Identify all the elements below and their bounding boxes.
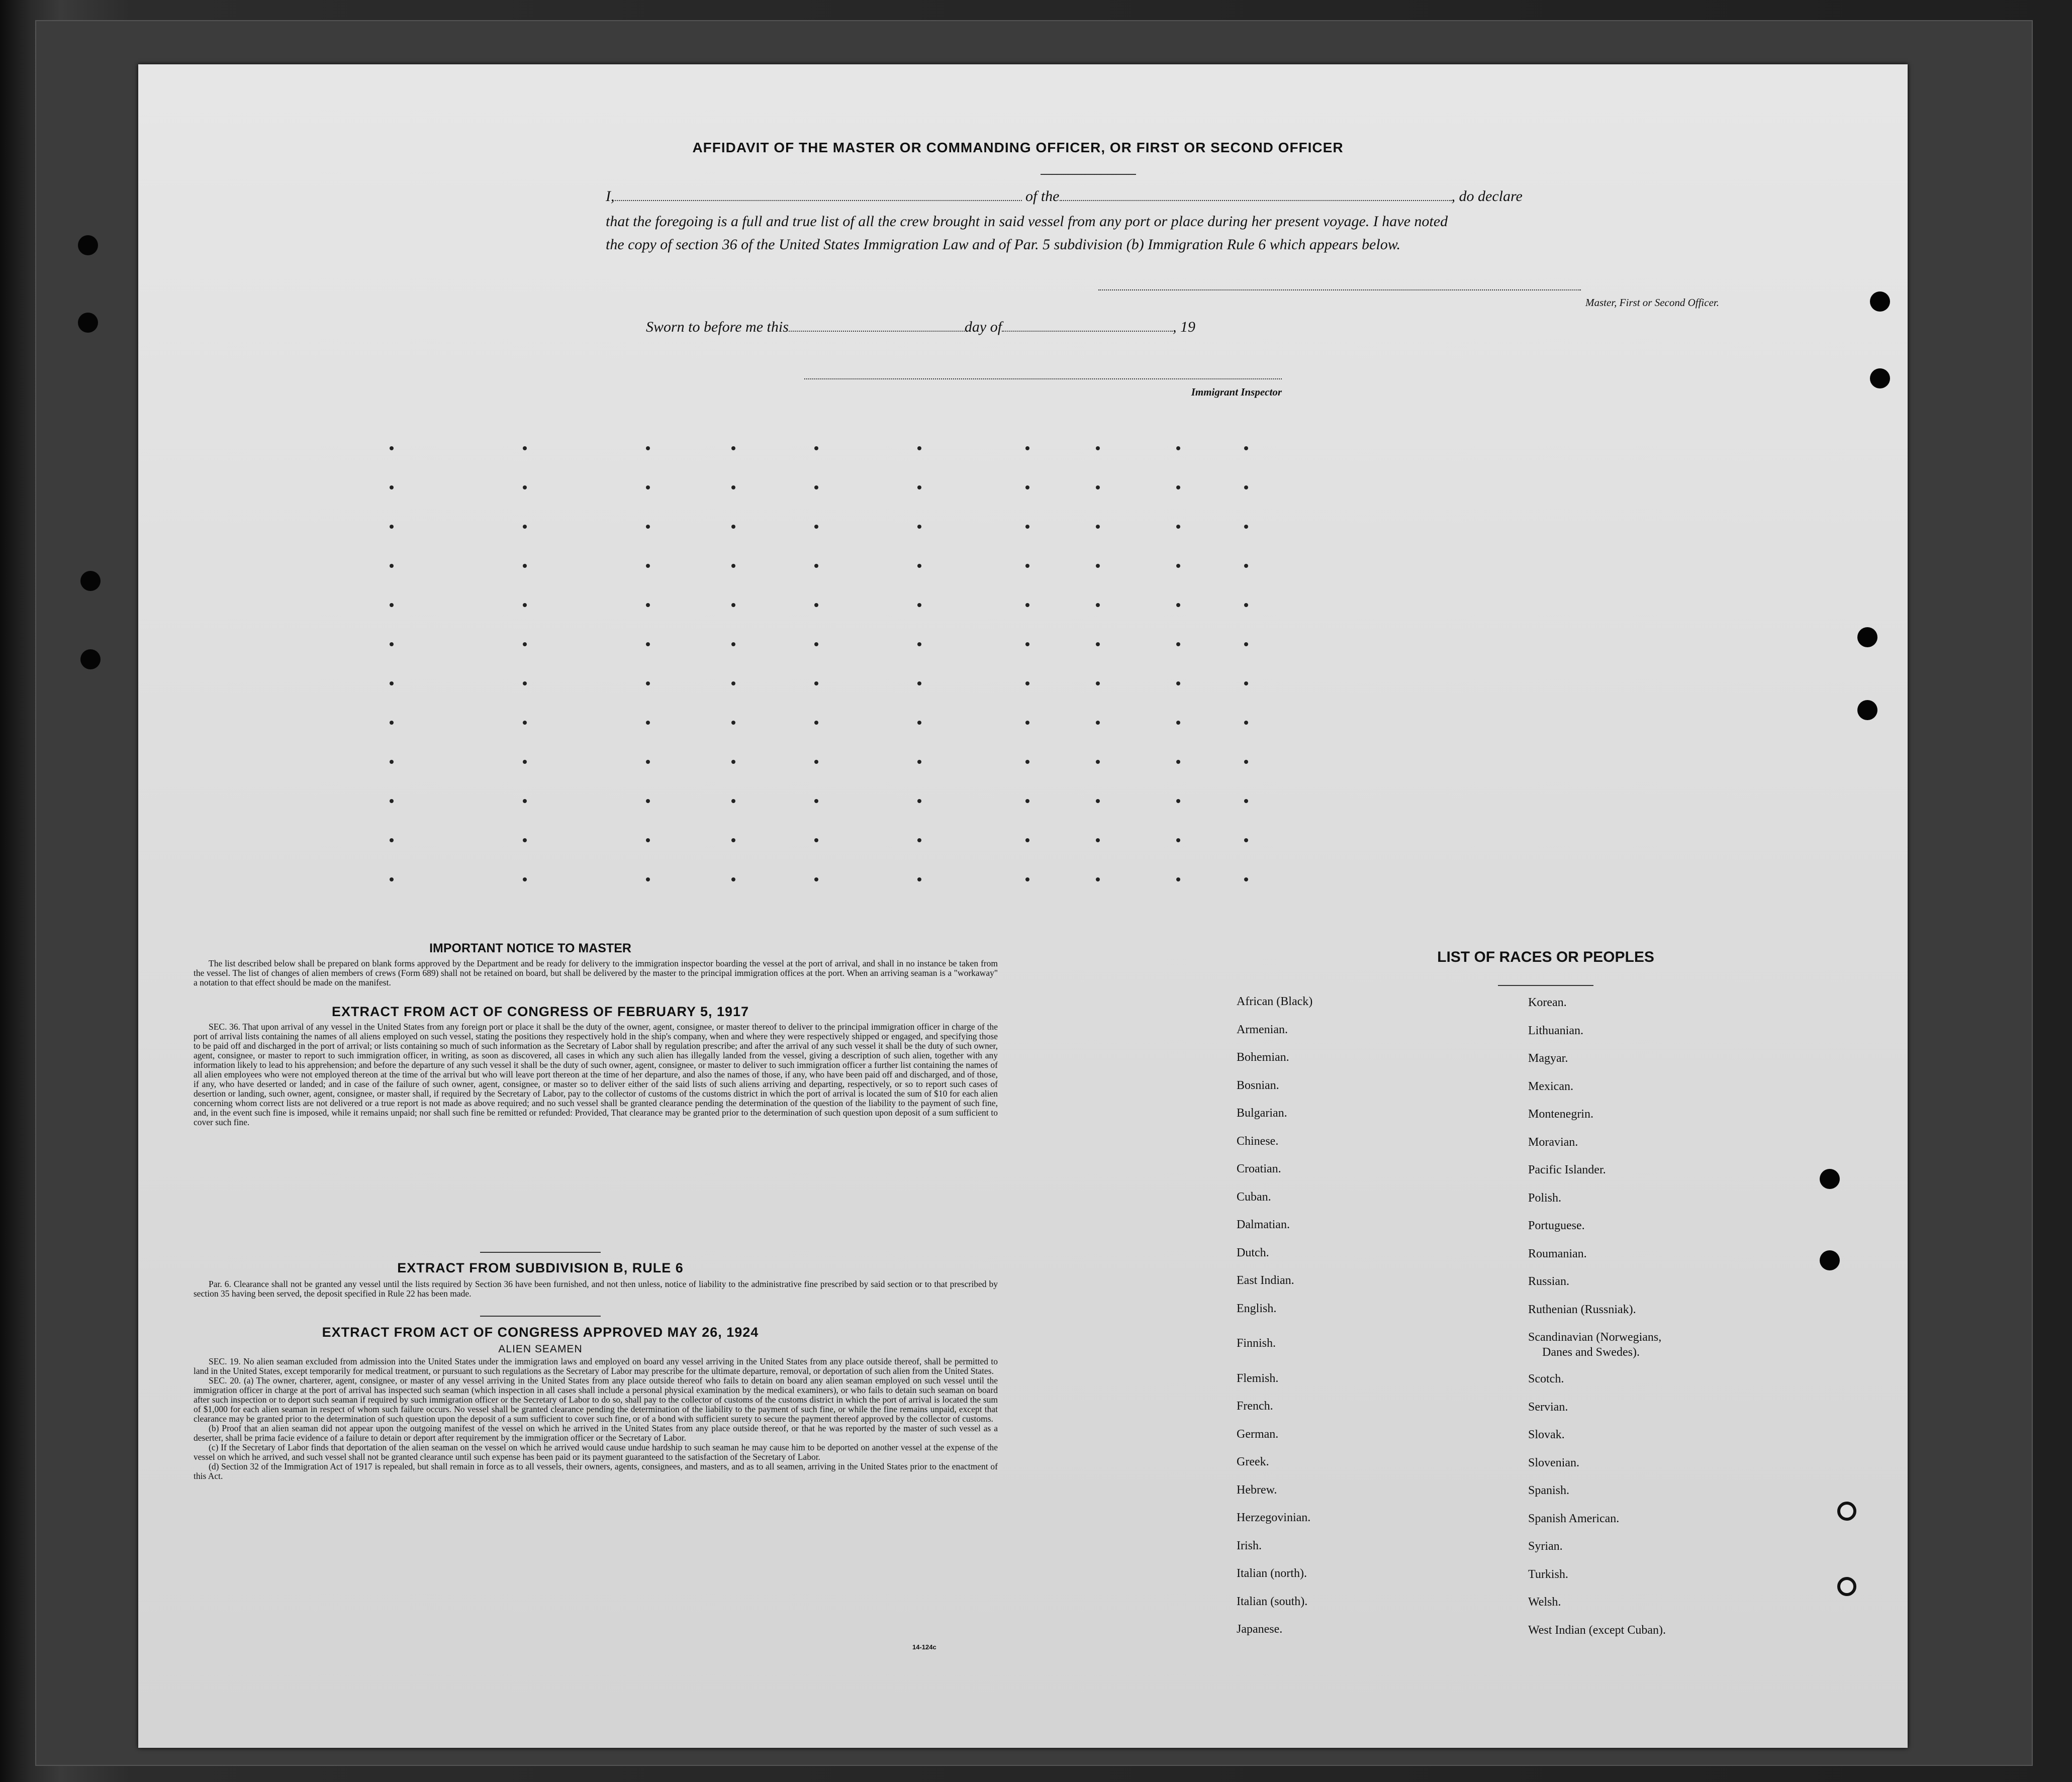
guide-dot [390,760,394,764]
vessel-blank[interactable] [1060,187,1452,201]
guide-dot [814,838,818,842]
guide-dot [731,564,735,568]
guide-dot [1244,721,1248,725]
race-item: Armenian. [1237,1023,1288,1036]
race-item: Mexican. [1528,1079,1573,1093]
guide-dot [1244,681,1248,685]
guide-dot [731,760,735,764]
race-item: German. [1237,1427,1279,1441]
notice-text: The list described below shall be prepared on blank forms approved by the Department and be ready for delivery to the immigration inspector boarding the vessel at the port of arrival, and shall in no instance be taken from the vessel. The list of changes of alien members of crews (Form 689) shall not be retained on board, but shall be delivered by the master to the principal immigration offices at the port. When an arriving seaman is a "workaway" a notation to that effect should be made on the manifest. [194,958,998,987]
race-item: Ruthenian (Russniak). [1528,1303,1636,1316]
guide-dot [917,760,921,764]
race-item: Dutch. [1237,1246,1269,1259]
guide-dot [390,642,394,646]
race-item: Cuban. [1237,1190,1271,1204]
guide-dot [1025,525,1029,529]
guide-dot [1176,564,1180,568]
guide-dot [1025,642,1029,646]
binder-hole [80,649,101,669]
guide-dot [1244,877,1248,881]
guide-dot [1025,681,1029,685]
race-item: Irish. [1237,1539,1262,1552]
extract-1924-title: EXTRACT FROM ACT OF CONGRESS APPROVED MAY 26, 1924 [322,1325,759,1340]
guide-dot [731,642,735,646]
guide-dot [917,446,921,450]
guide-dot [814,642,818,646]
name-blank[interactable] [615,187,1022,201]
race-item: Portuguese. [1528,1219,1585,1232]
race-item: Spanish American. [1528,1512,1620,1525]
guide-dot [1096,603,1100,607]
sec20c-paragraph: (c) If the Secretary of Labor finds that deportation of the alien seaman on the vessel on which he arrived would cause undue hardship to such seaman he may cause him to be deported on another vessel at the expense of the vessel on which he arrived, and such vessel shall not be granted clearance until such expense has been paid or its payment guaranteed to the satisfaction of the Secretary of Labor. [194,1442,998,1462]
declaration-line-2: that the foregoing is a full and true list of all the crew brought in said vessel from any port or place during her present voyage. I have noted [606,213,1448,230]
binder-hole [1870,291,1890,312]
notice-title: IMPORTANT NOTICE TO MASTER [429,941,631,955]
race-item: African (Black) [1237,995,1313,1008]
guide-dot [917,681,921,685]
binder-hole [78,313,98,333]
section-divider [480,1316,601,1317]
guide-dot [390,564,394,568]
guide-dot [1096,760,1100,764]
guide-dot [1176,603,1180,607]
race-item: English. [1237,1302,1277,1315]
declaration-line-1 [606,185,1727,208]
guide-dot [731,838,735,842]
race-item: West Indian (except Cuban). [1528,1623,1666,1637]
extract-1924-subtitle: ALIEN SEAMEN [498,1343,583,1355]
guide-dot [646,642,650,646]
guide-dot [814,877,818,881]
guide-dot [1176,446,1180,450]
guide-dot [731,877,735,881]
guide-dot [390,446,394,450]
binder-hole [78,235,98,255]
guide-dot [1025,877,1029,881]
guide-dot [1096,799,1100,803]
guide-dot [390,603,394,607]
guide-dot [523,838,527,842]
guide-dot [814,603,818,607]
races-left-column [1237,988,1538,1644]
master-signature-line[interactable] [1098,289,1581,290]
extract-1917-text: SEC. 36. That upon arrival of any vessel in the United States from any foreign port or place it shall be the duty of the owner, agent, consignee, or master thereof to deliver to the principal immigration officer in charge of the port of arrival lists containing the names of all aliens employed on such vessel, stating the positions they respectively hold in the ship's company, when and where they were respectively shipped or engaged, and specifying those to be paid off and discharged in the port of arrival; or lists containing so much of such information as the Secretary of Labor shall by regulation prescribe; and after the arrival of any such vessel it shall be the duty of such owner, agent, consignee, or master to report to such immigration officer, in writing, as soon as discovered, all cases in which any such alien has illegally landed from the vessel, giving a description of such alien, together with any information likely to lead to his apprehension; and before the departure of any such vessel it shall be the duty of such owner, agent, consignee, or master to deliver to such immigration officer a further list containing the names of all alien employees who were not employed thereon at the time of the arrival but who will leave port thereon at the time of her departure, and also the names of those, if any, who have been paid off and discharged, and of those, if any, who have deserted or landed; and in case of the failure of such owner, agent, consignee, or master so to deliver either of the said lists of such aliens arriving and departing, respectively, or so to report such cases of desertion or landing, such owner, agent, consignee, or master shall, if required by the Secretary of Labor, pay to the collector of customs of the customs district in which the port of arrival is located the sum of $10 for each alien concerning whom correct lists are not delivered or a true report is not made as above required; and no such vessel shall be granted clearance pending the determination of the question of the liability to the payment of such fine, and, in the event such fine is imposed, while it remains unpaid; nor shall such fine be remitted or refunded: Provided, That clearance may be granted prior to the determination of such question upon deposit of a sum sufficient to cover such fine. [194,1022,998,1127]
sec20a-paragraph: SEC. 20. (a) The owner, charterer, agent, consignee, or master of any vessel arriving in the United States from any place outside thereof who fails to detain on board any alien seaman employed on such vessel until the immigration officer in charge at the port of arrival has inspected such seaman (which inspection in all cases shall include a personal physical examination by the medical examiners), or who fails to detain such seaman on board after such inspection or to deport such seaman if required by such immigration officer or the Secretary of Labor to do so, shall pay to the collector of customs of the customs district in which the port of arrival is located the sum of $1,000 for each alien seaman in respect of whom such failure occurs. No vessel shall be granted clearance pending the determination of the liability to the payment of such fine, or while the fine remains unpaid, except that clearance may be granted prior to the determination of such question upon the deposit of a sum sufficient to cover such fine, or of a bond with sufficient surety to secure the payment thereof approved by the collector of customs. [194,1375,998,1424]
race-item: Turkish. [1528,1567,1568,1581]
guide-dot [1025,603,1029,607]
guide-dot [1176,799,1180,803]
sworn-label: Sworn to before me this [646,319,789,335]
race-item: Spanish. [1528,1484,1570,1497]
guide-dot [1025,446,1029,450]
guide-dot [1025,564,1029,568]
guide-dot [917,799,921,803]
guide-dot [646,525,650,529]
guide-dot [917,525,921,529]
guide-dot [1025,485,1029,489]
guide-dot [917,642,921,646]
guide-dot [390,877,394,881]
guide-dot [646,799,650,803]
guide-dot [523,485,527,489]
sworn-line [646,316,1400,339]
race-item: Syrian. [1528,1540,1563,1553]
guide-dot [917,485,921,489]
race-item: Dalmatian. [1237,1218,1290,1231]
guide-dot [814,525,818,529]
guide-dot [523,760,527,764]
guide-dot [1096,721,1100,725]
race-item: Greek. [1237,1455,1269,1468]
guide-dot [1096,681,1100,685]
guide-dot [523,564,527,568]
guide-dot [523,446,527,450]
race-item: Scandinavian (Norwegians, [1528,1331,1662,1344]
guide-dot [646,603,650,607]
race-item: Finnish. [1237,1337,1276,1350]
guide-dot [523,603,527,607]
guide-dot [731,603,735,607]
race-item: Slovak. [1528,1428,1565,1441]
sworn-month-blank[interactable] [1002,318,1173,332]
guide-dot [1176,838,1180,842]
race-item: Pacific Islander. [1528,1163,1606,1176]
guide-dot [646,721,650,725]
guide-dot [1176,721,1180,725]
guide-dot [814,564,818,568]
title-underline [1041,174,1136,175]
guide-dot [814,485,818,489]
guide-dot [646,485,650,489]
guide-dot [646,760,650,764]
guide-dot [814,721,818,725]
year-label: , 19 [1173,319,1196,335]
inspector-signature-label: Immigrant Inspector [1191,386,1282,398]
binder-hole [80,571,101,591]
race-item: Roumanian. [1528,1247,1587,1260]
guide-dot [917,564,921,568]
race-item: Lithuanian. [1528,1024,1583,1037]
sec20b-paragraph: (b) Proof that an alien seaman did not appear upon the outgoing manifest of the vessel on which he arrived in the United States from any place outside thereof, or that he was reported by the master of such vessel as a deserter, shall be prima facie evidence of a failure to detain or deport after requirement by the immigration officer or the Secretary of Labor. [194,1423,998,1443]
decl-i-label: I, [606,188,615,205]
guide-dot [1244,799,1248,803]
sec19-paragraph: SEC. 19. No alien seaman excluded from admission into the United States under the immigration laws and employed on board any vessel arriving in the United States from any place outside thereof, shall be permitted to land in the United States, except temporarily for medical treatment, or pursuant to such regulations as the Secretary of Labor may prescribe for the ultimate departure, removal, or deportation of such alien from the United States. [194,1356,998,1376]
guide-dot [1176,760,1180,764]
race-item: Bosnian. [1237,1078,1279,1092]
race-item: Polish. [1528,1191,1562,1205]
guide-dot [1096,446,1100,450]
races-title: LIST OF RACES OR PEOPLES [1437,949,1654,965]
guide-dot [1025,838,1029,842]
guide-dot [390,485,394,489]
affidavit-title: AFFIDAVIT OF THE MASTER OR COMMANDING OFFICER, OR FIRST OR SECOND OFFICER [692,140,1344,155]
guide-dot [1176,681,1180,685]
race-item: Chinese. [1237,1134,1279,1148]
guide-dot [1244,446,1248,450]
binder-hole [1857,700,1877,720]
decl-of-label: of the [1025,188,1060,205]
guide-dot [731,485,735,489]
decl-declare-label: , do declare [1451,188,1523,205]
race-item: Korean. [1528,996,1567,1009]
guide-dot [646,446,650,450]
guide-dot [814,446,818,450]
guide-dot [1244,525,1248,529]
manifest-page [138,64,1908,1748]
binder-hole [1870,368,1890,388]
guide-dot [731,446,735,450]
race-item: Bohemian. [1237,1051,1289,1064]
guide-dot [917,877,921,881]
race-item: Croatian. [1237,1162,1281,1175]
race-item: East Indian. [1237,1274,1294,1287]
race-item: Herzegovinian. [1237,1511,1311,1524]
guide-dot [1244,485,1248,489]
race-item: Japanese. [1237,1623,1283,1636]
race-item: Italian (north). [1237,1567,1307,1580]
binder-hole [1857,627,1877,647]
guide-dot [1176,485,1180,489]
race-item: Welsh. [1528,1596,1561,1609]
sec20d-paragraph: (d) Section 32 of the Immigration Act of 1917 is repealed, but shall remain in force as to all vessels, their owners, agents, consignees, and masters, and as to all seamen, arriving in the United States prior to the enactment of this Act. [194,1461,998,1481]
race-item: Moravian. [1528,1135,1578,1149]
guide-dot [390,525,394,529]
guide-dot [646,838,650,842]
guide-dot [390,838,394,842]
guide-dot [1176,525,1180,529]
race-item: Scotch. [1528,1372,1564,1385]
race-item: Italian (south). [1237,1595,1308,1608]
guide-dot [1244,838,1248,842]
day-of-label: day of [964,319,1002,335]
guide-dot [1096,564,1100,568]
race-item: Danes and Swedes). [1542,1345,1640,1359]
guide-dot [917,603,921,607]
guide-dot [917,838,921,842]
guide-dot [731,721,735,725]
guide-dot [917,721,921,725]
section-divider [480,1252,601,1253]
guide-dot [1096,642,1100,646]
guide-dot [1096,877,1100,881]
guide-dot [1025,760,1029,764]
guide-dot [1025,799,1029,803]
race-item: Bulgarian. [1237,1107,1287,1120]
guide-dot [523,642,527,646]
guide-dot [814,760,818,764]
guide-dot [390,799,394,803]
race-item: Russian. [1528,1275,1570,1288]
race-item: Slovenian. [1528,1456,1579,1469]
master-signature-label: Master, First or Second Officer. [1585,296,1719,309]
extract-1924-body [194,1357,998,1481]
guide-dot [646,564,650,568]
inspector-signature-line[interactable] [804,378,1282,379]
extract-1917-title: EXTRACT FROM ACT OF CONGRESS OF FEBRUARY 5, 1917 [331,1004,749,1019]
guide-dot [731,681,735,685]
guide-dot [523,799,527,803]
races-title-underline [1498,985,1593,986]
guide-dot [523,525,527,529]
guide-dot [390,681,394,685]
guide-dot [646,877,650,881]
race-item: Flemish. [1237,1371,1279,1385]
race-item: Magyar. [1528,1052,1568,1065]
guide-dot [523,681,527,685]
guide-dot [1096,838,1100,842]
guide-dot [1176,877,1180,881]
rule6-title: EXTRACT FROM SUBDIVISION B, RULE 6 [397,1260,684,1275]
guide-dot [646,681,650,685]
guide-dot [1096,525,1100,529]
race-item: Hebrew. [1237,1483,1277,1497]
guide-dot [814,681,818,685]
guide-dot [814,799,818,803]
sworn-day-blank[interactable] [789,318,965,332]
guide-dot [731,799,735,803]
guide-dot [1244,564,1248,568]
form-number: 14-124c [912,1643,936,1651]
race-item: French. [1237,1400,1273,1413]
rule6-text: Par. 6. Clearance shall not be granted any vessel until the lists required by Section 36 have been furnished, and not then unless, notice of liability to the administrative fine prescribed by said section or to that prescribed by section 35 having been served, the deposit specified in Rule 22 has been made. [194,1279,998,1299]
guide-dot [1176,642,1180,646]
declaration-line-3: the copy of section 36 of the United States Immigration Law and of Par. 5 subdivision (b) Immigration Rule 6 which appears below. [606,236,1400,253]
races-right-column [1528,989,1890,1644]
guide-dot [390,721,394,725]
guide-dot [1244,760,1248,764]
guide-dot [523,877,527,881]
race-item: Montenegrin. [1528,1108,1593,1121]
guide-dot [1096,485,1100,489]
guide-dot [523,721,527,725]
guide-dot [731,525,735,529]
race-item: Servian. [1528,1400,1568,1414]
guide-dot [1025,721,1029,725]
guide-dot [1244,642,1248,646]
guide-dot [1244,603,1248,607]
